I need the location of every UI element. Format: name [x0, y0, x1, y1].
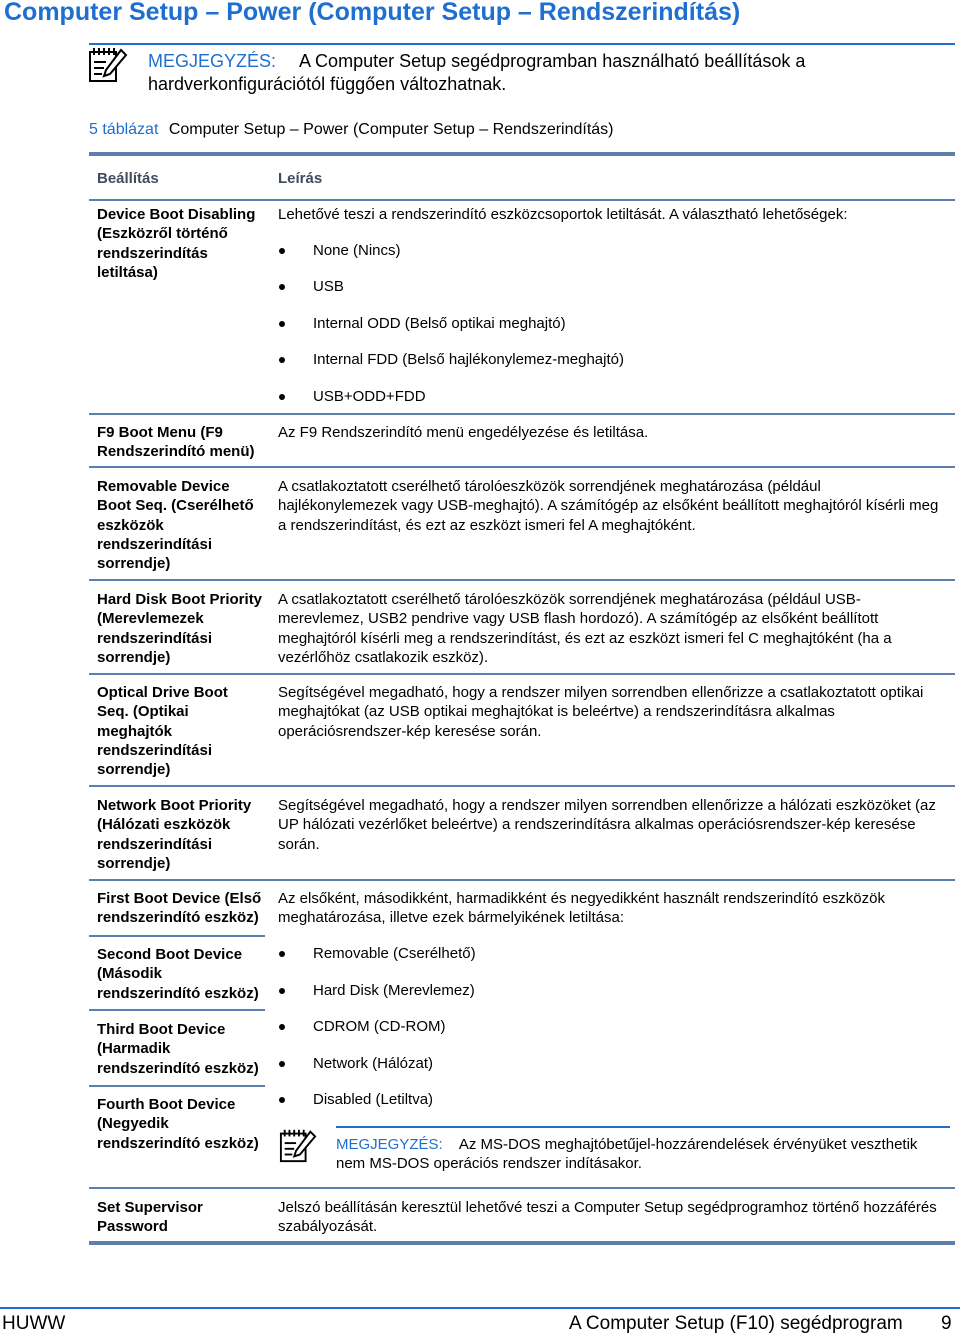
table-row-setting [97, 477, 272, 573]
description-line: hajlékonylemezek vagy USB-meghajtó). A számítógép az elsőként beállított meghajtóról kísérli meg [278, 497, 939, 515]
note-label: MEGJEGYZÉS: [148, 51, 277, 71]
table-row-description [278, 889, 950, 928]
table-row-setting [97, 1095, 272, 1153]
setting-line: Second Boot Device [97, 946, 243, 963]
bullet-dot [279, 951, 285, 957]
setting-line: Fourth Boot Device [97, 1096, 236, 1113]
setting-line: rendszerindítási [97, 741, 213, 759]
table-row-description [278, 477, 950, 535]
setting-line: sorrendje) [97, 761, 171, 779]
setting-line: Password [97, 1218, 168, 1236]
option-text: Internal FDD (Belső hajlékonylemez-meghajtó) [313, 351, 624, 368]
note-text-line1: Az MS-DOS meghajtóbetűjel-hozzárendelések érvényüket veszthetik [458, 1136, 918, 1153]
table-caption-title: Computer Setup – Power (Computer Setup – Rendszerindítás) [168, 121, 614, 138]
setting-line: meghajtók [97, 722, 173, 740]
setting-line: Rendszerindító menü) [97, 443, 255, 461]
bullet-dot [279, 248, 285, 254]
description-line: Segítségével megadható, hogy a rendszer milyen sorrendben ellenőrizze a csatlakoztatott optikai [278, 684, 924, 701]
bullet-dot [279, 394, 285, 400]
footer-rule [0, 1307, 960, 1309]
bullet-dot [279, 1024, 285, 1030]
setting-line: (Negyedik [97, 1115, 169, 1133]
setting-line: Optical Drive Boot [97, 684, 228, 701]
setting-line: Device Boot Disabling [97, 206, 256, 223]
description-line: A csatlakoztatott cserélhető tárolóeszközök sorrendjének meghatározása (például USB- [278, 591, 861, 608]
description-line: a rendszerindítást, és ezt az eszközt ismeri fel A meghajtóként. [278, 516, 696, 534]
note-text-line2: nem MS-DOS operációs rendszer indításakor. [336, 1155, 642, 1173]
setting-line: (Merevlemezek [97, 610, 204, 628]
setting-line: sorrendje) [97, 555, 171, 573]
header-setting: Beállítás [97, 170, 159, 187]
option-text: Hard Disk (Merevlemez) [313, 982, 475, 999]
setting-line: Hard Disk Boot Priority [97, 591, 263, 608]
setting-line: rendszerindító eszköz) [97, 984, 259, 1002]
description-line: vezérlőhöz csatlakozik eszköz). [278, 648, 489, 666]
note-label: MEGJEGYZÉS: [336, 1136, 443, 1153]
table-bottom-rule [89, 1241, 955, 1245]
setting-line: rendszerindító eszköz) [97, 1059, 259, 1077]
setting-line: sorrendje) [97, 854, 171, 872]
setting-line: Removable Device [97, 478, 230, 495]
page-number: 9 [941, 1313, 952, 1334]
option-text: CDROM (CD-ROM) [313, 1018, 446, 1035]
description-line: operációsrendszer-kép keresése során. [278, 722, 542, 740]
note-text-line1: A Computer Setup segédprogramban használható beállítások a [299, 51, 806, 71]
inner-note-rule [336, 1126, 950, 1128]
option-text: Internal ODD (Belső optikai meghajtó) [313, 315, 566, 332]
page-title: Computer Setup – Power (Computer Setup – Rendszerindítás) [4, 0, 741, 26]
table-row-description: Lehetővé teszi a rendszerindító eszközcsoportok letiltását. A választható lehetőségek: [278, 206, 848, 223]
setting-line: rendszerindítás [97, 244, 208, 262]
setting-line: Network Boot Priority [97, 797, 252, 814]
description-line: A csatlakoztatott cserélhető tárolóeszközök sorrendjének meghatározása (például [278, 478, 821, 495]
setting-line: First Boot Device (Első [97, 890, 262, 907]
option-text: Disabled (Letiltva) [313, 1091, 434, 1108]
setting-line: (Harmadik [97, 1040, 171, 1058]
note-text-line2: hardverkonfigurációtól függően változhatnak. [148, 74, 507, 94]
table-row-description: Az F9 Rendszerindító menü engedélyezése és letiltása. [278, 424, 649, 441]
footer-left: HUWW [2, 1313, 66, 1334]
setting-line: (Hálózati eszközök [97, 816, 231, 834]
table-row-description [278, 796, 950, 854]
row-divider [89, 466, 955, 468]
table-row-description [278, 590, 950, 667]
description-line: meghatározása, illetve ezek bármelyikének letiltása: [278, 909, 625, 927]
bullet-dot [279, 1097, 285, 1103]
row-divider [89, 879, 955, 881]
setting-line: Third Boot Device [97, 1021, 226, 1038]
option-text: USB+ODD+FDD [313, 388, 426, 405]
description-line: meghajtókat (az USB optikai meghajtókat is beleértve) a rendszerindításra alkalmas [278, 703, 835, 721]
note-pencil-icon [279, 1126, 317, 1169]
setting-line: Seq. (Optikai [97, 703, 189, 721]
table-row-setting [97, 590, 272, 667]
table-row-setting [97, 423, 272, 462]
setting-line: (Eszközről történő [97, 225, 228, 243]
setting-line: Set Supervisor [97, 1199, 203, 1216]
option-text: None (Nincs) [313, 242, 401, 259]
setting-line: (Második [97, 965, 163, 983]
setting-line: eszközök [97, 516, 164, 534]
inner-note-text [336, 1135, 950, 1174]
setting-line: rendszerindítási [97, 535, 213, 553]
table-row-setting [97, 683, 272, 779]
setting-line: rendszerindítási [97, 629, 213, 647]
option-text: Removable (Cserélhető) [313, 945, 476, 962]
row-divider-left [89, 1085, 265, 1087]
row-divider [89, 579, 955, 581]
table-row-setting [97, 205, 272, 282]
row-divider [89, 413, 955, 415]
header-description: Leírás [278, 170, 323, 187]
setting-line: rendszerindítási [97, 835, 213, 853]
table-row-setting [97, 796, 272, 873]
table-rows [89, 0, 955, 1300]
description-line: szabályozását. [278, 1218, 378, 1236]
row-divider [89, 673, 955, 675]
table-row-setting [97, 1020, 272, 1078]
table-row-description [278, 683, 950, 741]
description-line: Segítségével megadható, hogy a rendszer milyen sorrendben ellenőrizze a hálózati eszközöket (az [278, 797, 936, 814]
description-line: merevlemez, USB2 pendrive vagy USB flash hordozó). A számítógép az elsőként beállított [278, 610, 879, 628]
description-line: során. [278, 835, 320, 853]
bullet-dot [279, 284, 285, 290]
setting-line: letiltása) [97, 263, 158, 281]
table-row-setting [97, 889, 272, 928]
bullet-dot [279, 1061, 285, 1067]
setting-line: F9 Boot Menu (F9 [97, 424, 223, 441]
table-row-setting [97, 945, 272, 1003]
option-text: USB [313, 278, 344, 295]
setting-line: sorrendje) [97, 648, 171, 666]
description-line: UP hálózati vezérlőket beleértve) a rendszerindításra alkalmas operációsrendszer-kép keresése [278, 816, 916, 834]
row-divider [89, 1187, 955, 1189]
table-row-setting [97, 1198, 272, 1237]
row-divider [89, 785, 955, 787]
row-divider-left [89, 1009, 265, 1011]
setting-line: rendszerindító eszköz) [97, 1134, 259, 1152]
setting-line: rendszerindító eszköz) [97, 909, 259, 927]
table-caption-number: 5 táblázat [89, 121, 159, 138]
description-line: meghajtóról kísérli meg a rendszerindítást, és ezt az eszközt ismeri fel C meghajtóként (ha a [278, 629, 892, 647]
description-line: Jelszó beállításán keresztül lehetővé teszi a Computer Setup segédprogramhoz történő hozzáférés [278, 1199, 937, 1216]
footer-center: A Computer Setup (F10) segédprogram [569, 1313, 903, 1334]
bullet-dot [279, 988, 285, 994]
row-divider-left [89, 935, 265, 937]
description-line: Az elsőként, másodikként, harmadikként és negyedikként használt rendszerindító eszközök [278, 890, 885, 907]
option-text: Network (Hálózat) [313, 1055, 434, 1072]
bullet-dot [279, 321, 285, 327]
table-row-description [278, 1198, 950, 1237]
bullet-dot [279, 357, 285, 363]
setting-line: Boot Seq. (Cserélhető [97, 497, 254, 515]
